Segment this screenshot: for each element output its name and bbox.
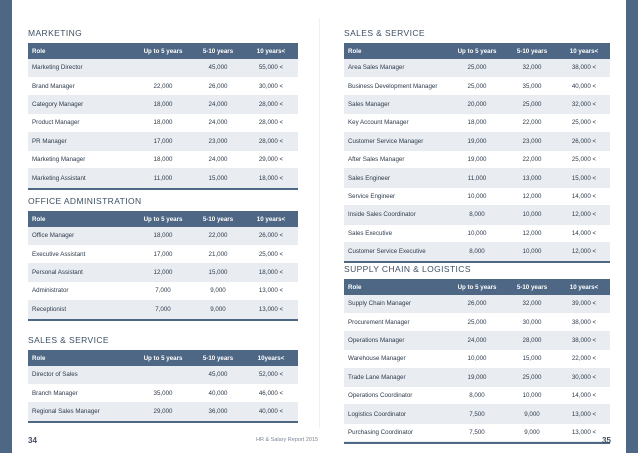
left-page-edge-bar: [0, 0, 12, 453]
cell-role: Operations Coordinator: [348, 392, 413, 400]
table-header: [28, 43, 298, 59]
cell-5-10: 13,000: [522, 174, 542, 182]
cell-5-10: 10,000: [522, 248, 542, 256]
cell-5-10: 9,000: [524, 410, 540, 418]
table-row: [344, 206, 610, 224]
cell-10-plus: 12,000 <: [571, 211, 597, 219]
section-title: OFFICE ADMINISTRATION: [28, 196, 142, 206]
cell-up-to-5: 22,000: [153, 82, 173, 90]
cell-up-to-5: 19,000: [467, 156, 487, 164]
table-row: [344, 188, 610, 206]
cell-10-plus: 22,000 <: [571, 355, 597, 363]
table-header: [28, 211, 298, 227]
cell-10-plus: 25,000 <: [571, 119, 597, 127]
cell-up-to-5: 10,000: [467, 229, 487, 237]
cell-10-plus: 28,000 <: [258, 119, 284, 127]
cell-5-10: 24,000: [208, 119, 228, 127]
table-row: [344, 59, 610, 77]
cell-up-to-5: 10,000: [467, 192, 487, 200]
cell-10-plus: 29,000 <: [258, 156, 284, 164]
cell-10-plus: 14,000 <: [571, 392, 597, 400]
cell-role: Key Account Manager: [348, 119, 409, 127]
page-number-left: 34: [28, 436, 37, 445]
table-row: [28, 245, 298, 263]
table-row: [28, 301, 298, 319]
table-row: [344, 114, 610, 132]
table-row: [344, 405, 610, 423]
cell-5-10: 32,000: [522, 300, 542, 308]
cell-10-plus: 28,000 <: [258, 137, 284, 145]
cell-10-plus: 14,000 <: [571, 192, 597, 200]
cell-5-10: 12,000: [522, 192, 542, 200]
cell-role: Receptionist: [32, 305, 67, 313]
cell-up-to-5: 7,000: [155, 287, 171, 295]
header-role: Role: [348, 283, 362, 291]
cell-role: Business Development Manager: [348, 82, 438, 90]
header-5-10: 5-10 years: [516, 283, 548, 291]
cell-up-to-5: 18,000: [153, 232, 173, 240]
table-body: [344, 59, 610, 261]
cell-5-10: 26,000: [208, 82, 228, 90]
cell-up-to-5: 18,000: [467, 119, 487, 127]
section-title: MARKETING: [28, 28, 83, 38]
cell-5-10: 15,000: [208, 268, 228, 276]
cell-up-to-5: 20,000: [467, 100, 487, 108]
table-bottom-rule: [344, 261, 610, 263]
table-row: [344, 387, 610, 405]
cell-up-to-5: 19,000: [467, 137, 487, 145]
section-title: SALES & SERVICE: [28, 335, 109, 345]
cell-5-10: 9,000: [210, 287, 226, 295]
cell-up-to-5: 25,000: [467, 82, 487, 90]
table-row: [28, 96, 298, 114]
cell-role: Sales Engineer: [348, 174, 390, 182]
cell-10-plus: 40,000 <: [571, 82, 597, 90]
cell-up-to-5: 8,000: [469, 248, 485, 256]
header-10-plus: 10years<: [257, 354, 285, 362]
cell-5-10: 23,000: [522, 137, 542, 145]
table-body: [344, 295, 610, 442]
cell-role: Service Engineer: [348, 192, 396, 200]
cell-10-plus: 26,000 <: [571, 137, 597, 145]
table-body: [28, 366, 298, 421]
cell-up-to-5: 17,000: [153, 137, 173, 145]
cell-role: Trade Lane Manager: [348, 373, 406, 381]
cell-up-to-5: 7,500: [469, 428, 485, 436]
header-up-to-5: Up to 5 years: [457, 47, 497, 55]
cell-5-10: 25,000: [522, 373, 542, 381]
header-role: Role: [32, 354, 46, 362]
cell-10-plus: 46,000 <: [258, 389, 284, 397]
cell-role: Logistics Coordinator: [348, 410, 407, 418]
cell-role: Marketing Manager: [32, 156, 86, 164]
cell-5-10: 40,000: [208, 389, 228, 397]
office-administration-section: [28, 196, 298, 321]
table-bottom-rule: [28, 421, 298, 423]
cell-10-plus: 32,000 <: [571, 100, 597, 108]
cell-role: Inside Sales Coordinator: [348, 211, 416, 219]
cell-5-10: 22,000: [522, 119, 542, 127]
cell-up-to-5: 26,000: [467, 300, 487, 308]
cell-up-to-5: 19,000: [467, 373, 487, 381]
cell-10-plus: 13,000 <: [258, 305, 284, 313]
header-role: Role: [32, 215, 46, 223]
page-number-right: 35: [602, 436, 611, 445]
cell-5-10: 24,000: [208, 156, 228, 164]
table-row: [344, 96, 610, 114]
table-row: [28, 59, 298, 77]
cell-5-10: 45,000: [208, 371, 228, 379]
page-spread-divider: [319, 18, 320, 428]
cell-role: Director of Sales: [32, 371, 78, 379]
cell-role: Personal Assistant: [32, 268, 83, 276]
cell-10-plus: 25,000 <: [258, 250, 284, 258]
cell-up-to-5: 7,000: [155, 305, 171, 313]
cell-role: After Sales Manager: [348, 156, 405, 164]
cell-5-10: 36,000: [208, 407, 228, 415]
cell-up-to-5: 10,000: [467, 355, 487, 363]
table-row: [344, 424, 610, 442]
cell-10-plus: 38,000 <: [571, 318, 597, 326]
cell-up-to-5: 18,000: [153, 156, 173, 164]
cell-10-plus: 18,000 <: [258, 174, 284, 182]
table-row: [344, 225, 610, 243]
table-body: [28, 227, 298, 319]
cell-5-10: 28,000: [522, 336, 542, 344]
table-header: [28, 350, 298, 366]
table-row: [28, 227, 298, 245]
cell-10-plus: 26,000 <: [258, 232, 284, 240]
table-row: [28, 133, 298, 151]
cell-5-10: 10,000: [522, 392, 542, 400]
cell-role: Branch Manager: [32, 389, 78, 397]
cell-5-10: 22,000: [522, 156, 542, 164]
table-row: [344, 77, 610, 95]
cell-10-plus: 52,000 <: [258, 371, 284, 379]
table-row: [28, 77, 298, 95]
cell-10-plus: 13,000 <: [258, 287, 284, 295]
cell-role: Supply Chain Manager: [348, 300, 411, 308]
cell-up-to-5: 7,500: [469, 410, 485, 418]
section-title: SALES & SERVICE: [344, 28, 425, 38]
cell-up-to-5: 11,000: [467, 174, 487, 182]
header-role: Role: [348, 47, 362, 55]
right-page-edge-bar: [626, 0, 638, 453]
table-row: [344, 133, 610, 151]
cell-10-plus: 15,000 <: [571, 174, 597, 182]
table-row: [344, 151, 610, 169]
cell-10-plus: 13,000 <: [571, 428, 597, 436]
table-header: [344, 43, 610, 59]
cell-5-10: 9,000: [524, 428, 540, 436]
cell-10-plus: 38,000 <: [571, 336, 597, 344]
cell-role: Sales Manager: [348, 100, 390, 108]
cell-5-10: 15,000: [208, 174, 228, 182]
cell-up-to-5: 24,000: [467, 336, 487, 344]
sales-service-left-section: [28, 335, 298, 423]
header-5-10: 5-10 years: [202, 47, 234, 55]
cell-role: Regional Sales Manager: [32, 407, 100, 415]
cell-10-plus: 38,000 <: [571, 64, 597, 72]
cell-5-10: 12,000: [522, 229, 542, 237]
table-row: [28, 264, 298, 282]
cell-10-plus: 13,000 <: [571, 410, 597, 418]
cell-role: Administrator: [32, 287, 69, 295]
cell-role: Product Manager: [32, 119, 80, 127]
cell-5-10: 30,000: [522, 318, 542, 326]
table-bottom-rule: [28, 188, 298, 190]
cell-role: Sales Executive: [348, 229, 393, 237]
cell-role: Office Manager: [32, 232, 75, 240]
report-title-footer: HR & Salary Report 2015: [256, 437, 319, 443]
table-row: [28, 366, 298, 384]
cell-up-to-5: 8,000: [469, 392, 485, 400]
cell-10-plus: 30,000 <: [571, 373, 597, 381]
table-row: [344, 350, 610, 368]
cell-role: Executive Assistant: [32, 250, 86, 258]
table-row: [28, 403, 298, 421]
table-row: [344, 169, 610, 187]
cell-up-to-5: 12,000: [153, 268, 173, 276]
cell-role: Purchasing Coordinator: [348, 428, 414, 436]
header-up-to-5: Up to 5 years: [143, 354, 183, 362]
cell-up-to-5: 18,000: [153, 119, 173, 127]
cell-role: Customer Service Manager: [348, 137, 424, 145]
table-row: [28, 384, 298, 402]
table-row: [28, 114, 298, 132]
cell-role: PR Manager: [32, 137, 67, 145]
header-10-plus: 10 years<: [569, 283, 599, 291]
cell-10-plus: 40,000 <: [258, 407, 284, 415]
cell-10-plus: 12,000 <: [571, 248, 597, 256]
cell-10-plus: 18,000 <: [258, 268, 284, 276]
cell-up-to-5: 11,000: [153, 174, 173, 182]
cell-role: Area Sales Manager: [348, 64, 405, 72]
header-5-10: 5-10 years: [202, 215, 234, 223]
cell-10-plus: 28,000 <: [258, 100, 284, 108]
section-title: SUPPLY CHAIN & LOGISTICS: [344, 264, 471, 274]
cell-role: Customer Service Executive: [348, 248, 426, 256]
cell-10-plus: 14,000 <: [571, 229, 597, 237]
table-header: [344, 279, 610, 295]
cell-up-to-5: 29,000: [153, 407, 173, 415]
cell-5-10: 15,000: [522, 355, 542, 363]
header-up-to-5: Up to 5 years: [457, 283, 497, 291]
cell-role: Category Manager: [32, 100, 84, 108]
table-row: [344, 313, 610, 331]
cell-role: Brand Manager: [32, 82, 75, 90]
cell-10-plus: 39,000 <: [571, 300, 597, 308]
cell-5-10: 45,000: [208, 64, 228, 72]
cell-role: Procurement Manager: [348, 318, 410, 326]
header-role: Role: [32, 47, 46, 55]
cell-10-plus: 25,000 <: [571, 156, 597, 164]
cell-up-to-5: 18,000: [153, 100, 173, 108]
table-row: [344, 295, 610, 313]
sales-service-right-section: [344, 28, 610, 263]
cell-5-10: 9,000: [210, 305, 226, 313]
table-row: [28, 169, 298, 187]
cell-5-10: 25,000: [522, 100, 542, 108]
cell-10-plus: 30,000 <: [258, 82, 284, 90]
cell-5-10: 32,000: [522, 64, 542, 72]
cell-5-10: 22,000: [208, 232, 228, 240]
table-row: [28, 151, 298, 169]
marketing-section: [28, 28, 298, 190]
cell-up-to-5: 25,000: [467, 318, 487, 326]
table-bottom-rule: [344, 442, 610, 444]
table-row: [344, 332, 610, 350]
cell-up-to-5: 35,000: [153, 389, 173, 397]
cell-role: Operations Manager: [348, 336, 405, 344]
cell-5-10: 21,000: [208, 250, 228, 258]
cell-up-to-5: 25,000: [467, 64, 487, 72]
header-10-plus: 10 years<: [569, 47, 599, 55]
table-body: [28, 59, 298, 188]
cell-10-plus: 55,000 <: [258, 64, 284, 72]
cell-5-10: 23,000: [208, 137, 228, 145]
header-up-to-5: Up to 5 years: [143, 47, 183, 55]
header-5-10: 5-10 years: [516, 47, 548, 55]
header-10-plus: 10 years<: [256, 47, 286, 55]
header-10-plus: 10 years<: [256, 215, 286, 223]
table-row: [344, 243, 610, 261]
cell-5-10: 10,000: [522, 211, 542, 219]
table-bottom-rule: [28, 319, 298, 321]
cell-role: Warehouse Manager: [348, 355, 406, 363]
header-up-to-5: Up to 5 years: [143, 215, 183, 223]
supply-chain-logistics-section: [344, 264, 610, 444]
cell-up-to-5: 17,000: [153, 250, 173, 258]
table-row: [28, 282, 298, 300]
header-5-10: 5-10 years: [202, 354, 234, 362]
cell-up-to-5: 8,000: [469, 211, 485, 219]
cell-role: Marketing Assistant: [32, 174, 86, 182]
cell-5-10: 24,000: [208, 100, 228, 108]
cell-role: Marketing Director: [32, 64, 83, 72]
table-row: [344, 369, 610, 387]
cell-5-10: 35,000: [522, 82, 542, 90]
